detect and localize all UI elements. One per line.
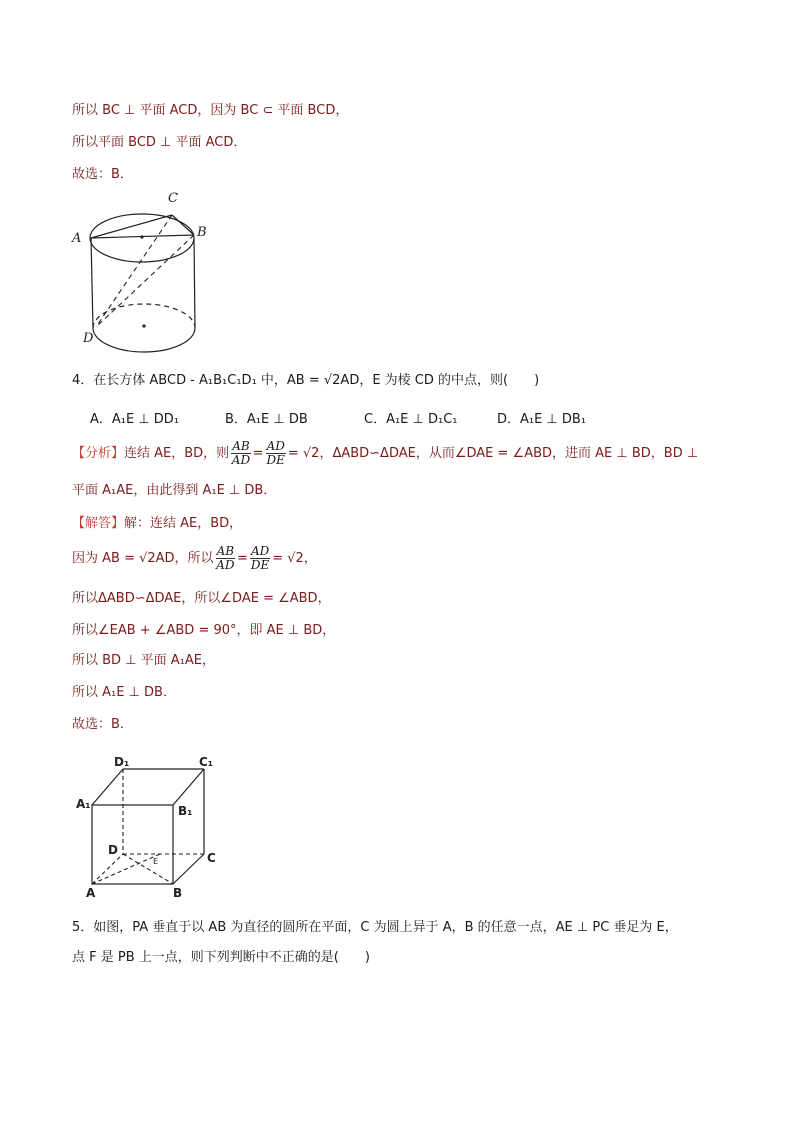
solution-line-1: 所以 BC ⊥ 平面 ACD，因为 BC ⊂ 平面 BCD， [72,103,349,118]
answer-step-1 [72,545,317,573]
analysis-line-1 [72,440,698,468]
step-fraction-ab-ad: $\frac{AB}{AD}$ [216,544,235,572]
answer-step-5: 所以 A₁E ⊥ DB． [72,685,176,700]
solution-line-2: 所以平面 BCD ⊥ 平面 ACD． [72,135,247,150]
cylinder-figure [60,185,220,360]
option-b: B．A₁E ⊥ DB [225,412,308,427]
step-fraction-ad-de: $\frac{AD}{DE}$ [250,544,270,572]
analysis-text-a: 连结 AE，BD，则 [124,446,230,461]
cube-label-d: D [108,843,118,857]
option-a: A．A₁E ⊥ DD₁ [90,412,180,427]
analysis-line-2: 平面 A₁AE，由此得到 A₁E ⊥ DB． [72,483,277,498]
question-5-line-2: 点 F 是 PB 上一点，则下列判断中不正确的是( ) [72,950,370,965]
step-1-text-b: = √2， [272,551,317,566]
answer-intro: 解：连结 AE，BD， [124,516,243,531]
equals-sign: = [252,446,264,461]
cube-label-a1: A₁ [76,797,91,811]
answer-header [72,514,242,534]
question-5-line-1: 5．如图，PA 垂直于以 AB 为直径的圆所在平面，C 为圆上异于 A，B 的任意一点，AE ⊥ PC 垂足为 E， [72,920,678,935]
cube-label-a: A [86,886,96,900]
step-equals-sign: = [237,551,248,566]
answer-tag: 【解答】 [72,516,125,531]
analysis-tag: 【分析】 [72,446,125,461]
cube-label-b: B [173,886,183,900]
solution-line-3: 故选：B． [72,167,133,182]
cuboid-figure [72,752,232,902]
answer-step-3: 所以∠EAB + ∠ABD = 90°，即 AE ⊥ BD， [72,623,336,638]
cube-label-c1: C₁ [199,755,214,769]
cyl-label-d: D [83,331,94,346]
cyl-label-b: B [197,225,207,240]
option-c: C．A₁E ⊥ D₁C₁ [364,412,458,427]
answer-step-2: 所以ΔABD∽ΔDAE，所以∠DAE = ∠ABD， [72,591,331,606]
analysis-text-b: = √2，ΔABD∽ΔDAE，从而∠DAE = ∠ABD，进而 AE ⊥ BD，BD ⊥ [287,446,699,461]
cube-label-b1: B₁ [178,804,193,818]
cyl-label-c: C [168,191,178,206]
cyl-label-a: A [72,231,82,246]
question-4: 4．在长方体 ABCD - A₁B₁C₁D₁ 中，AB = √2AD，E 为棱 CD 的中点，则( ) [72,373,540,388]
answer-step-4: 所以 BD ⊥ 平面 A₁AE， [72,653,215,668]
fraction-ad-de: $\frac{AD}{DE}$ [266,439,285,467]
cube-label-c: C [207,851,216,865]
fraction-ab-ad: $\frac{AB}{AD}$ [231,439,251,467]
option-d: D．A₁E ⊥ DB₁ [497,412,587,427]
cube-label-d1: D₁ [114,755,130,769]
step-1-text-a: 因为 AB = √2AD，所以 [72,551,214,566]
cube-label-e: E [153,857,159,866]
answer-step-6: 故选：B． [72,717,133,732]
